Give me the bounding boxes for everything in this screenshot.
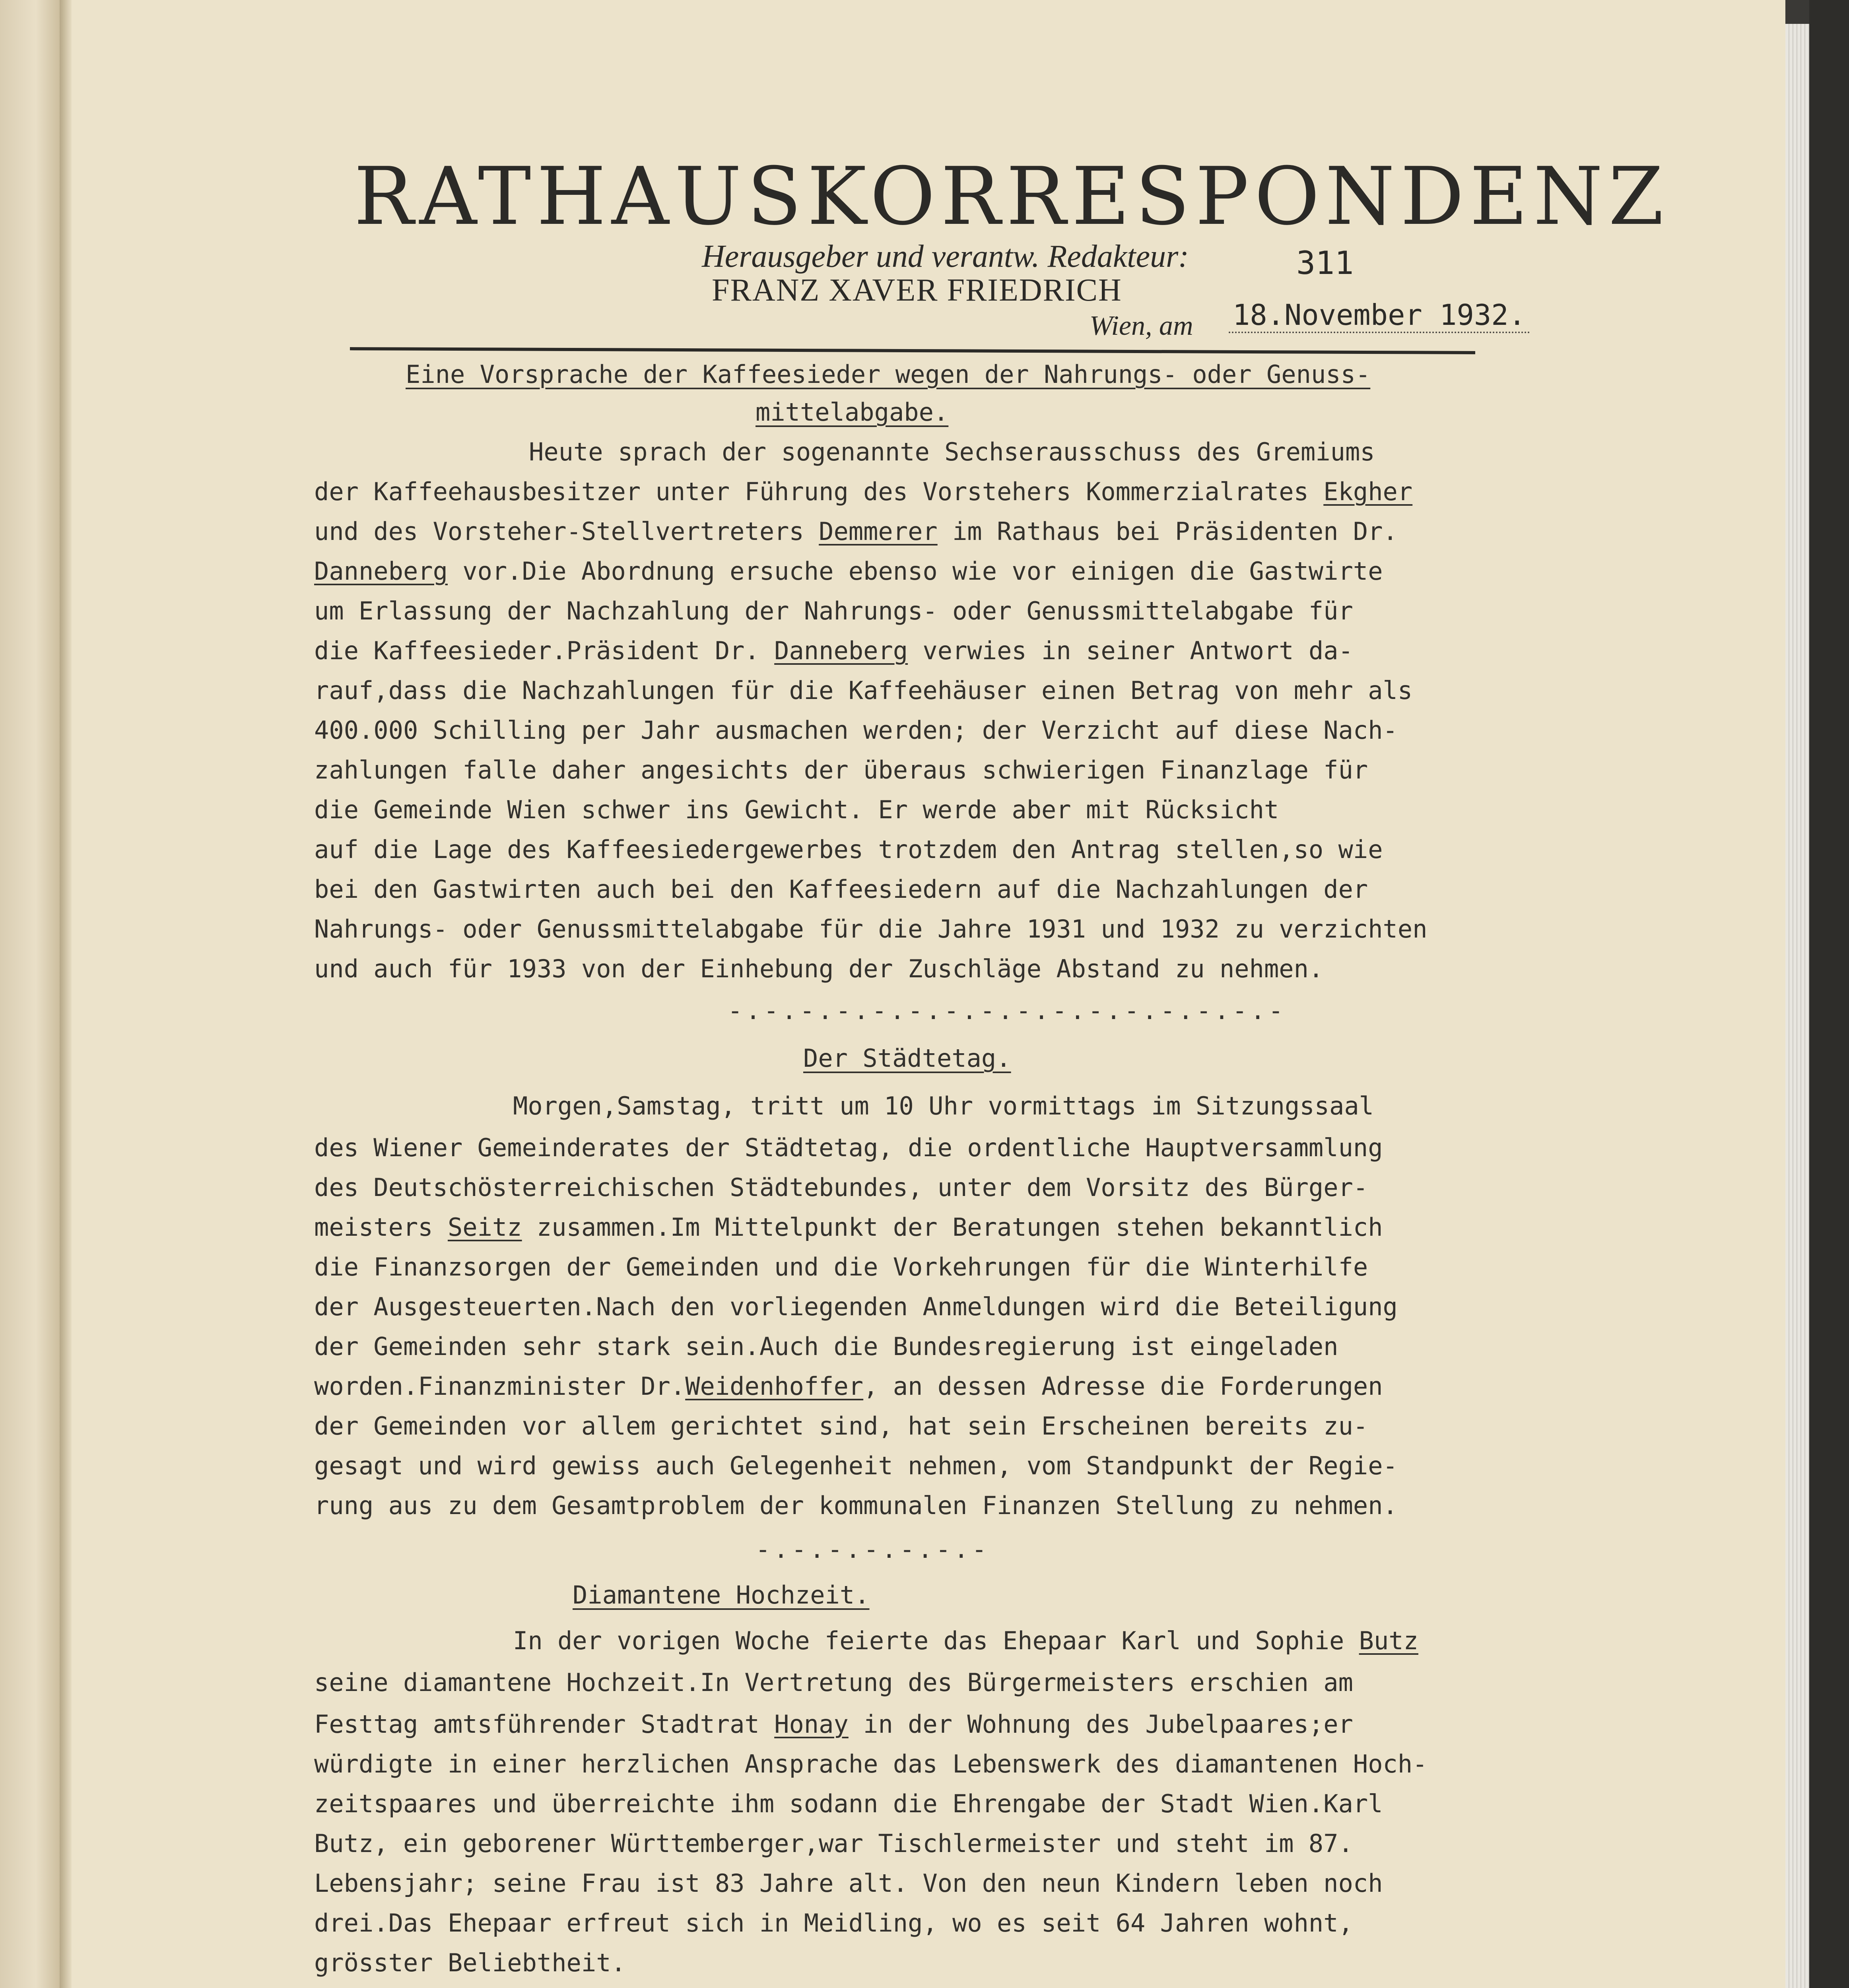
article-1-line-10: die Gemeinde Wien schwer ins Gewicht. Er werde aber mit Rücksicht <box>314 795 1279 824</box>
article-3-line-4: würdigte in einer herzlichen Ansprache das Lebenswerk des diamantenen Hoch- <box>314 1749 1428 1778</box>
article-1-line-1: Heute sprach der sogenannte Sechserausschuss des Gremiums <box>529 437 1375 466</box>
article-1-line-7: rauf,dass die Nachzahlungen für die Kaffeehäuser einen Betrag von mehr als <box>314 676 1413 705</box>
article-2-line-8: worden.Finanzminister Dr.Weidenhoffer, an dessen Adresse die Forderungen <box>314 1372 1383 1401</box>
name-seitz: Seitz <box>447 1213 522 1242</box>
date-value: 18.November 1932. <box>1229 298 1530 333</box>
name-butz: Butz <box>1359 1626 1418 1655</box>
name-demmerer: Demmerer <box>819 517 938 546</box>
article-3-title: Diamantene Hochzeit. <box>573 1580 870 1609</box>
article-1-line-3: und des Vorsteher-Stellvertreters Demmerer im Rathaus bei Präsidenten Dr. <box>314 517 1398 546</box>
name-danneberg-2: Danneberg <box>774 636 908 665</box>
article-1-line-4: Danneberg vor.Die Abordnung ersuche ebenso wie vor einigen die Gastwirte <box>314 557 1383 586</box>
article-1-title-line-1: Eine Vorsprache der Kaffeesieder wegen der Nahrungs- oder Genuss- <box>406 360 1371 389</box>
book-gutter-shadow <box>60 0 72 1988</box>
article-3-line-7: Lebensjahr; seine Frau ist 83 Jahre alt. Von den neun Kindern leben noch <box>314 1869 1383 1898</box>
article-3-line-9: grösster Beliebtheit. <box>314 1948 626 1977</box>
name-danneberg: Danneberg <box>314 557 448 586</box>
article-2-line-9: der Gemeinden vor allem gerichtet sind, hat sein Erscheinen bereits zu- <box>314 1411 1368 1441</box>
article-1-line-12: bei den Gastwirten auch bei den Kaffeesiedern auf die Nachzahlungen der <box>314 875 1368 904</box>
article-2-line-7: der Gemeinden sehr stark sein.Auch die Bundesregierung ist eingeladen <box>314 1332 1338 1361</box>
article-2-line-5: die Finanzsorgen der Gemeinden und die Vorkehrungen für die Winterhilfe <box>314 1252 1368 1281</box>
article-1-line-14: und auch für 1933 von der Einhebung der Zuschläge Abstand zu nehmen. <box>314 954 1324 983</box>
article-3-line-8: drei.Das Ehepaar erfreut sich in Meidling, wo es seit 64 Jahren wohnt, <box>314 1908 1353 1938</box>
article-2-line-4: meisters Seitz zusammen.Im Mittelpunkt der Beratungen stehen bekanntlich <box>314 1213 1383 1242</box>
scan-background <box>1809 0 1849 1988</box>
name-ekgher: Ekgher <box>1323 477 1413 506</box>
article-2-separator: -.-.-.-.-.-.- <box>756 1535 990 1564</box>
article-3-line-5: zeitspaares und überreichte ihm sodann die Ehrengabe der Stadt Wien.Karl <box>314 1789 1383 1818</box>
article-1-line-13: Nahrungs- oder Genussmittelabgabe für die Jahre 1931 und 1932 zu verzichten <box>314 914 1428 944</box>
article-1-line-11: auf die Lage des Kaffeesiedergewerbes trotzdem den Antrag stellen,so wie <box>314 835 1383 864</box>
publisher-name: FRANZ XAVER FRIEDRICH <box>712 273 1122 308</box>
article-2-line-3: des Deutschösterreichischen Städtebundes, unter dem Vorsitz des Bürger- <box>314 1173 1368 1202</box>
article-2-line-10: gesagt und wird gewiss auch Gelegenheit nehmen, vom Standpunkt der Regie- <box>314 1451 1398 1480</box>
article-1-line-2: der Kaffeehausbesitzer unter Führung des Vorstehers Kommerzialrates Ekgher <box>314 477 1413 506</box>
article-2-title: Der Städtetag. <box>803 1044 1011 1073</box>
article-3-line-2: seine diamantene Hochzeit.In Vertretung des Bürgermeisters erschien am <box>314 1668 1353 1697</box>
article-2-line-11: rung aus zu dem Gesamtproblem der kommunalen Finanzen Stellung zu nehmen. <box>314 1491 1398 1520</box>
article-3-line-3: Festtag amtsführender Stadtrat Honay in der Wohnung des Jubelpaares;er <box>314 1710 1353 1739</box>
article-2-line-1: Morgen,Samstag, tritt um 10 Uhr vormittags im Sitzungssaal <box>513 1091 1374 1120</box>
name-weidenhoffer: Weidenhoffer <box>685 1372 864 1401</box>
date-label: Wien, am <box>1090 311 1193 341</box>
article-1-line-6: die Kaffeesieder.Präsident Dr. Danneberg verwies in seiner Antwort da- <box>314 636 1353 665</box>
article-1-separator: -.-.-.-.-.-.-.-.-.-.-.-.-.-.-.- <box>728 996 1287 1025</box>
issue-number: 311 <box>1296 245 1354 282</box>
publisher-label: Herausgeber und verantw. Redakteur: <box>702 239 1189 274</box>
article-3-line-6: Butz, ein geborener Württemberger,war Tischlermeister und steht im 87. <box>314 1829 1353 1858</box>
article-1-line-8: 400.000 Schilling per Jahr ausmachen werden; der Verzicht auf diese Nach- <box>314 716 1398 745</box>
masthead-title: RATHAUSKORRESPONDENZ <box>354 150 1669 243</box>
article-3-line-1: In der vorigen Woche feierte das Ehepaar Karl und Sophie Butz <box>513 1626 1418 1655</box>
article-1-title-line-2: mittelabgabe. <box>756 398 949 427</box>
article-2-line-2: des Wiener Gemeinderates der Städtetag, die ordentliche Hauptversammlung <box>314 1133 1383 1162</box>
book-left-pages <box>0 0 60 1988</box>
article-2-line-6: der Ausgesteuerten.Nach den vorliegenden Anmeldungen wird die Beteiligung <box>314 1292 1398 1321</box>
name-honay: Honay <box>774 1710 849 1739</box>
page-edges <box>1785 24 1809 1988</box>
article-1-line-5: um Erlassung der Nachzahlung der Nahrungs- oder Genussmittelabgabe für <box>314 596 1353 625</box>
article-1-line-9: zahlungen falle daher angesichts der überaus schwierigen Finanzlage für <box>314 755 1368 784</box>
